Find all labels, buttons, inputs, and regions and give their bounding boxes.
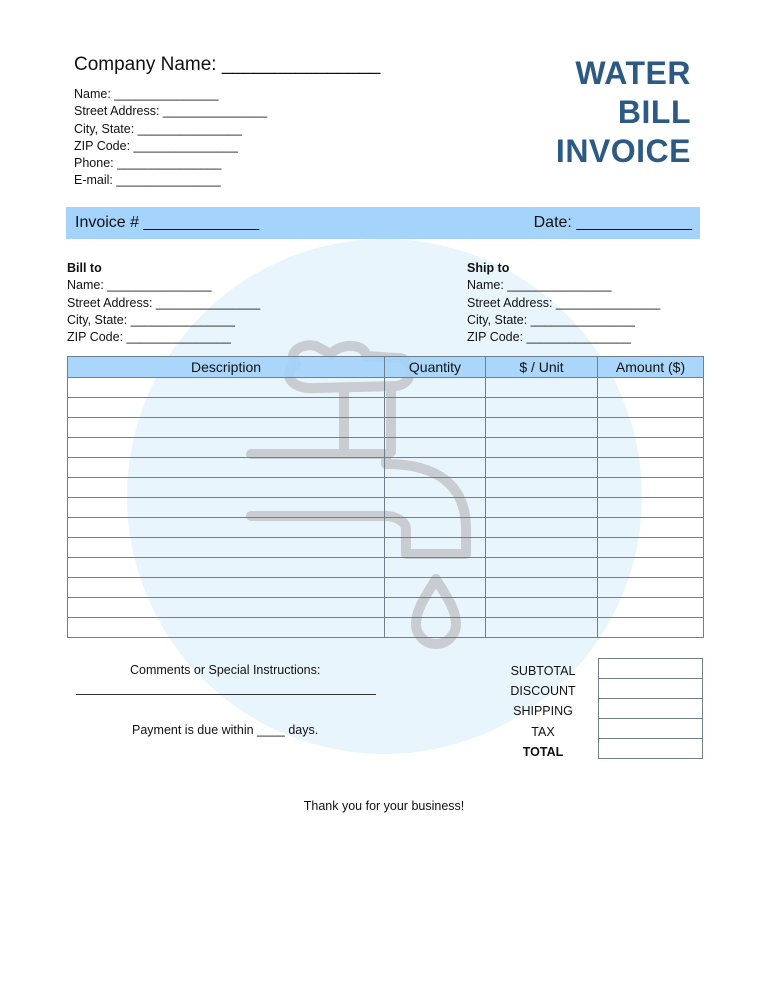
company-name-field: Company Name: _______________ [74,54,381,75]
line-items-table [67,356,704,638]
description-cell[interactable] [68,518,385,538]
quantity-cell[interactable] [385,598,486,618]
quantity-cell[interactable] [385,418,486,438]
description-cell[interactable] [68,458,385,478]
table-row [68,378,704,398]
table-row [68,398,704,418]
ship-to-street: Street Address: _______________ [467,295,661,310]
table-row [68,518,704,538]
description-cell[interactable] [68,558,385,578]
subtotal-cell[interactable] [599,659,703,679]
payment-terms: Payment is due within ____ days. [132,723,319,737]
ship-to-city: City, State: _______________ [467,312,635,327]
table-row [68,618,704,638]
sender-city-field: City, State: _______________ [74,121,242,136]
amount-cell[interactable] [598,478,704,498]
quantity-cell[interactable] [385,538,486,558]
amount-cell[interactable] [598,418,704,438]
bill-to-block [67,260,260,346]
bill-to-street: Street Address: _______________ [67,295,261,310]
quantity-cell[interactable] [385,438,486,458]
amount-cell[interactable] [598,618,704,638]
description-cell[interactable] [68,438,385,458]
table-row [68,498,704,518]
description-cell[interactable] [68,578,385,598]
unit-price-cell[interactable] [486,538,598,558]
total-label: TOTAL [522,744,564,759]
bill-to-name: Name: _______________ [67,278,212,293]
unit-price-cell[interactable] [486,578,598,598]
unit-price-cell[interactable] [486,458,598,478]
total-cell[interactable] [599,739,703,759]
quantity-cell[interactable] [385,498,486,518]
description-cell[interactable] [68,538,385,558]
description-cell[interactable] [68,598,385,618]
description-cell[interactable] [68,398,385,418]
invoice-number-field: Invoice # _____________ [75,214,260,231]
invoice-date-field: Date: _____________ [533,214,692,231]
description-cell[interactable] [68,418,385,438]
unit-price-cell[interactable] [486,618,598,638]
amount-cell[interactable] [598,578,704,598]
amount-cell[interactable] [598,498,704,518]
amount-cell[interactable] [598,438,704,458]
unit-price-cell[interactable] [486,418,598,438]
table-row [68,538,704,558]
shipping-label: SHIPPING [513,704,573,719]
column-header-amount: Amount ($) [598,357,704,378]
column-header-quantity: Quantity [385,357,486,378]
ship-to-heading: Ship to [467,261,510,275]
amount-cell[interactable] [598,598,704,618]
column-header-description: Description [68,357,385,378]
sender-phone-field: Phone: _______________ [74,156,222,171]
table-row [68,458,704,478]
amount-cell[interactable] [598,378,704,398]
table-row [68,598,704,618]
ship-to-zip: ZIP Code: _______________ [467,330,631,345]
description-cell[interactable] [68,498,385,518]
document-title [556,54,691,171]
unit-price-cell[interactable] [486,558,598,578]
subtotal-label: SUBTOTAL [510,664,576,678]
bill-to-heading: Bill to [67,261,102,275]
table-row [68,478,704,498]
invoice-info-bar [66,207,700,239]
tax-cell[interactable] [599,719,703,739]
bill-to-city: City, State: _______________ [67,312,235,327]
unit-price-cell[interactable] [486,598,598,618]
title-line-1: WATER [575,55,691,91]
quantity-cell[interactable] [385,578,486,598]
title-line-3: INVOICE [555,133,691,169]
ship-to-name: Name: _______________ [467,278,612,293]
unit-price-cell[interactable] [486,518,598,538]
comments-input-line[interactable] [76,694,376,695]
thank-you-note: Thank you for your business! [303,799,465,813]
unit-price-cell[interactable] [486,478,598,498]
description-cell[interactable] [68,618,385,638]
shipping-cell[interactable] [599,699,703,719]
amount-cell[interactable] [598,398,704,418]
ship-to-block [467,260,660,346]
quantity-cell[interactable] [385,618,486,638]
amount-cell[interactable] [598,518,704,538]
amount-cell[interactable] [598,538,704,558]
sender-street-field: Street Address: _______________ [74,104,268,119]
sender-email-field: E-mail: _______________ [74,173,221,188]
description-cell[interactable] [68,478,385,498]
discount-label: DISCOUNT [510,684,576,699]
quantity-cell[interactable] [385,558,486,578]
bill-to-zip: ZIP Code: _______________ [67,330,231,345]
unit-price-cell[interactable] [486,378,598,398]
totals-labels [496,661,590,762]
table-row [68,438,704,458]
quantity-cell[interactable] [385,458,486,478]
comments-label: Comments or Special Instructions: [130,663,321,677]
column-header-unit-price: $ / Unit [486,357,598,378]
table-row [68,558,704,578]
table-row [68,578,704,598]
unit-price-cell[interactable] [486,438,598,458]
quantity-cell[interactable] [385,398,486,418]
totals-table [598,658,703,759]
sender-zip-field: ZIP Code: _______________ [74,138,238,153]
sender-name-field: Name: _______________ [74,87,219,101]
tax-label: TAX [531,724,555,739]
sender-info [74,86,267,190]
description-cell[interactable] [68,378,385,398]
title-line-2: BILL [617,94,691,130]
discount-cell[interactable] [599,679,703,699]
unit-price-cell[interactable] [486,398,598,418]
quantity-cell[interactable] [385,478,486,498]
quantity-cell[interactable] [385,378,486,398]
amount-cell[interactable] [598,558,704,578]
amount-cell[interactable] [598,458,704,478]
unit-price-cell[interactable] [486,498,598,518]
quantity-cell[interactable] [385,518,486,538]
table-header-row [68,357,704,378]
table-row [68,418,704,438]
